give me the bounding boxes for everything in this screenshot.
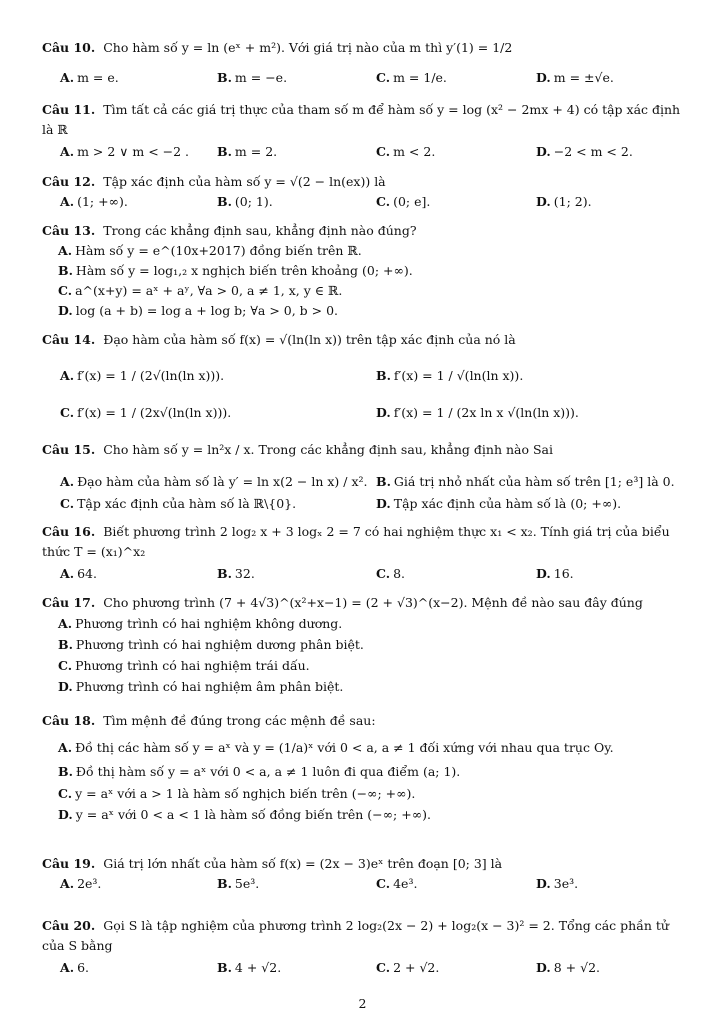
question-text: Giá trị lớn nhất của hàm số f(x) = (2x − 3)eˣ trên đoạn [0; 3] là	[103, 856, 503, 871]
option-d: D. Phương trình có hai nghiệm âm phân biệt.	[58, 679, 344, 694]
option-b: B. m = 2.	[217, 144, 278, 159]
question-text: Đạo hàm của hàm số f(x) = √(ln(ln x)) trên tập xác định của nó là	[103, 332, 516, 347]
question-text: Cho hàm số y = ln (eˣ + m²). Với giá trị nào của m thì y′(1) = 1/2	[103, 40, 513, 55]
option-d: D. 3e³.	[536, 876, 579, 891]
question-stem	[42, 440, 687, 460]
question-number: Câu 18.	[42, 713, 96, 728]
option-a: A. m > 2 ∨ m < −2 .	[60, 144, 190, 159]
question-number: Câu 10.	[42, 40, 96, 55]
question-stem	[42, 172, 687, 192]
options	[42, 731, 687, 825]
question-number: Câu 14.	[42, 332, 96, 347]
option-d: D. Tập xác định của hàm số là (0; +∞).	[376, 496, 622, 511]
option-d: D. y = aˣ với 0 < a < 1 là hàm số đồng biến trên (−∞; +∞).	[58, 807, 431, 822]
question-19	[42, 854, 687, 891]
option-a: A. (1; +∞).	[60, 194, 128, 209]
option-a: A. Phương trình có hai nghiệm không dương.	[58, 616, 343, 631]
question-text: Tìm tất cả các giá trị thực của tham số m để hàm số y = log (x² − 2mx + 4) có tập xác định là ℝ	[42, 102, 681, 137]
option-c: C. 8.	[376, 566, 406, 581]
option-c: C. 2 + √2.	[376, 960, 440, 975]
option-b: B. 4 + √2.	[217, 960, 282, 975]
question-number: Câu 11.	[42, 102, 96, 117]
option-c: C. m = 1/e.	[376, 70, 447, 85]
option-a: A. f′(x) = 1 / (2√(ln(ln x))).	[60, 368, 225, 383]
question-stem	[42, 711, 687, 731]
question-11	[42, 100, 687, 159]
question-16	[42, 522, 687, 581]
option-b: B. 5e³.	[217, 876, 260, 891]
question-number: Câu 13.	[42, 223, 96, 238]
question-stem	[42, 593, 687, 613]
option-a: A. Hàm số y = e^(10x+2017) đồng biến trên ℝ.	[58, 243, 362, 258]
option-c: C. Phương trình có hai nghiệm trái dấu.	[58, 658, 310, 673]
option-b: B. 32.	[217, 566, 255, 581]
question-stem	[42, 100, 687, 140]
option-c: C. 4e³.	[376, 876, 418, 891]
option-a: A. Đồ thị các hàm số y = aˣ và y = (1/a)ˣ với 0 < a, a ≠ 1 đối xứng với nhau qua trục Oy.	[58, 740, 614, 755]
option-b: B. Giá trị nhỏ nhất của hàm số trên [1; e³] là 0.	[376, 474, 675, 489]
page-number: 2	[358, 996, 367, 1011]
option-b: B. Đồ thị hàm số y = aˣ với 0 < a, a ≠ 1 luôn đi qua điểm (a; 1).	[58, 764, 461, 779]
question-14	[42, 330, 687, 420]
question-17	[42, 593, 687, 697]
option-a: A. 64.	[60, 566, 97, 581]
option-b: B. Phương trình có hai nghiệm dương phân biệt.	[58, 637, 364, 652]
option-b: B. m = −e.	[217, 70, 288, 85]
option-c: C. a^(x+y) = aˣ + aʸ, ∀a > 0, a ≠ 1, x, y ∈ ℝ.	[58, 283, 343, 298]
option-c: C. f′(x) = 1 / (2x√(ln(ln x))).	[60, 405, 232, 420]
question-12	[42, 172, 687, 209]
question-stem	[42, 38, 687, 58]
question-text: Biết phương trình 2 log₂ x + 3 logₓ 2 = 7 có hai nghiệm thực x₁ < x₂. Tính giá trị của biểu thức T = (x₁)^x₂	[42, 524, 670, 559]
option-d: D. (1; 2).	[536, 194, 592, 209]
question-10	[42, 38, 687, 85]
option-d: D. m = ±√e.	[536, 70, 614, 85]
question-text: Trong các khẳng định sau, khẳng định nào đúng?	[103, 223, 417, 238]
option-a: A. 2e³.	[60, 876, 102, 891]
option-a: A. 6.	[60, 960, 89, 975]
question-number: Câu 19.	[42, 856, 96, 871]
option-c: C. (0; e].	[376, 194, 431, 209]
options	[42, 613, 687, 697]
option-c: C. y = aˣ với a > 1 là hàm số nghịch biến trên (−∞; +∞).	[58, 786, 416, 801]
question-text: Gọi S là tập nghiệm của phương trình 2 log₂(2x − 2) + log₂(x − 3)² = 2. Tổng các phần tử của S bằng	[42, 918, 669, 953]
question-18	[42, 711, 687, 825]
question-stem	[42, 221, 687, 241]
question-stem	[42, 916, 687, 956]
option-d: D. 16.	[536, 566, 574, 581]
option-b: B. (0; 1).	[217, 194, 273, 209]
question-text: Cho phương trình (7 + 4√3)^(x²+x−1) = (2 + √3)^(x−2). Mệnh đề nào sau đây đúng	[103, 595, 643, 610]
option-d: D. f′(x) = 1 / (2x ln x √(ln(ln x))).	[376, 405, 579, 420]
question-number: Câu 16.	[42, 524, 96, 539]
question-stem	[42, 330, 687, 350]
option-c: C. Tập xác định của hàm số là ℝ\{0}.	[60, 496, 297, 511]
option-a: A. Đạo hàm của hàm số là y′ = ln x(2 − ln x) / x².	[60, 474, 368, 489]
option-b: B. f′(x) = 1 / √(ln(ln x)).	[376, 368, 524, 383]
question-text: Cho hàm số y = ln²x / x. Trong các khẳng định sau, khẳng định nào Sai	[103, 442, 553, 457]
option-a: A. m = e.	[60, 70, 119, 85]
question-number: Câu 15.	[42, 442, 96, 457]
option-c: C. m < 2.	[376, 144, 436, 159]
question-number: Câu 12.	[42, 174, 96, 189]
question-15	[42, 440, 687, 511]
option-d: D. log (a + b) = log a + log b; ∀a > 0, b > 0.	[58, 303, 339, 318]
option-d: D. −2 < m < 2.	[536, 144, 633, 159]
question-number: Câu 20.	[42, 918, 96, 933]
question-stem	[42, 522, 687, 562]
question-text: Tìm mệnh đề đúng trong các mệnh đề sau:	[103, 713, 376, 728]
option-b: B. Hàm số y = log₁,₂ x nghịch biến trên khoảng (0; +∞).	[58, 263, 413, 278]
question-number: Câu 17.	[42, 595, 96, 610]
options	[42, 241, 687, 321]
question-stem	[42, 854, 687, 874]
question-13	[42, 221, 687, 321]
question-text: Tập xác định của hàm số y = √(2 − ln(ex)) là	[103, 174, 386, 189]
option-d: D. 8 + √2.	[536, 960, 601, 975]
question-20	[42, 916, 687, 975]
